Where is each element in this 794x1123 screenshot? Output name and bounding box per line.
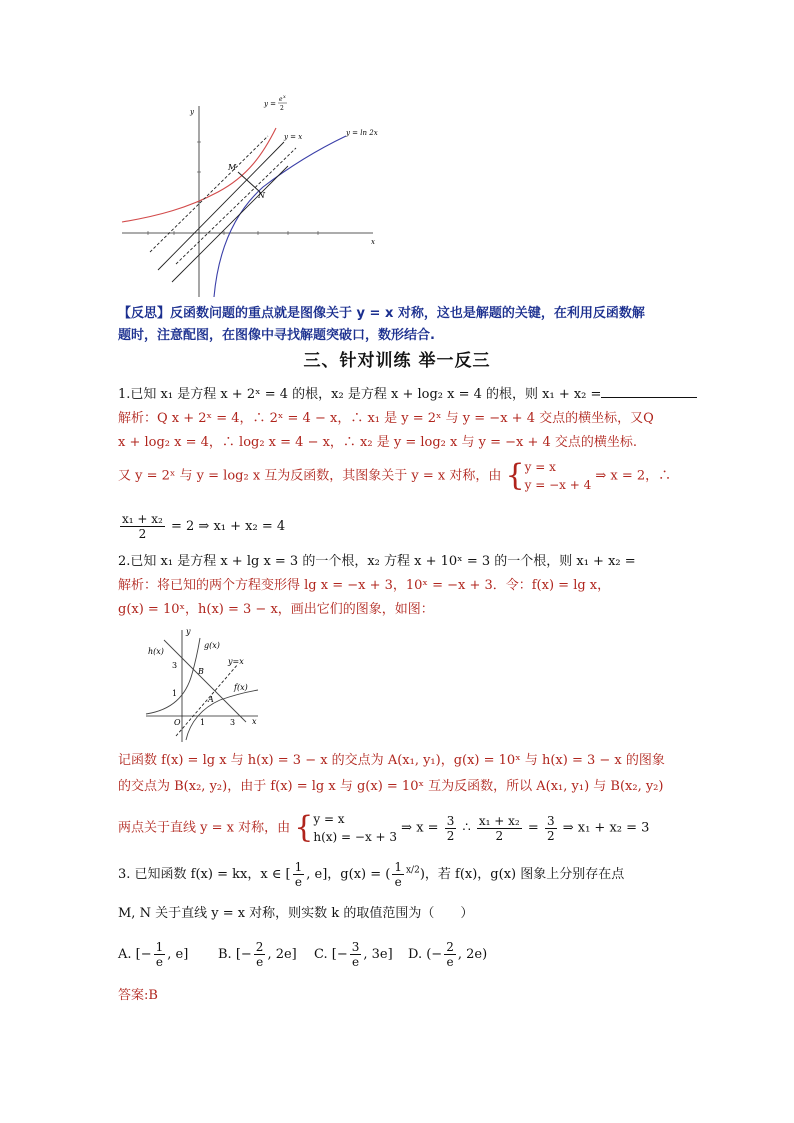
figure-exp-ln-graph — [118, 92, 380, 302]
q1-fraction-den: 2 — [138, 527, 147, 541]
option-fraction-den: e — [351, 955, 360, 969]
q2-f2-den: 2 — [495, 828, 504, 843]
option-fraction — [444, 940, 456, 969]
q2-f1-den: 2 — [446, 828, 455, 843]
line-y-eq-x — [158, 142, 284, 270]
option-fraction-num: 1 — [155, 940, 164, 954]
q2-f1-num: 3 — [446, 813, 455, 828]
option-post: , 2e] — [267, 947, 297, 962]
q3-f-den: e — [294, 875, 302, 889]
label-exp-sup: x — [283, 94, 286, 100]
reflection-line-2: 题时，注意配图，在图像中寻找解题突破口，数形结合. — [118, 328, 435, 343]
option-post: , 2e) — [457, 947, 488, 962]
q1-solution-line-1: 解析：Q x + 2ˣ = 4，∴ 2ˣ = 4 − x，∴ x₁ 是 y = 2ˣ 与 y = −x + 4 交点的横坐标，又Q — [118, 411, 654, 426]
q1-solution-line-3 — [118, 458, 671, 494]
q2-solution-line-5 — [118, 810, 649, 846]
q2-question: 2.已知 x₁ 是方程 x + lg x = 3 的一个根，x₂ 方程 x + 10ˣ = 3 的一个根，则 x₁ + x₂ = — [118, 554, 636, 569]
option-fraction — [154, 940, 166, 969]
q2-fraction-2 — [477, 814, 522, 843]
tangent-line-upper — [150, 136, 268, 252]
axis-y-label: y — [190, 108, 194, 116]
y-eq-x-line — [176, 664, 238, 736]
q3-g-den: e — [394, 875, 402, 889]
q3-l1-a: 3. 已知函数 f(x) = kx，x ∈ [ — [118, 867, 291, 882]
label-line: y = x — [284, 133, 303, 141]
q3-g-exp: x/2 — [405, 865, 420, 876]
q3-l1-b: , e]，g(x) = ( — [306, 867, 391, 882]
q3-answer: 答案:B — [118, 988, 158, 1003]
q1-fraction-num: x₁ + x₂ — [122, 512, 163, 526]
label-g: g(x) — [204, 641, 220, 650]
q2-f3-den: 2 — [546, 828, 555, 843]
answer-blank — [601, 385, 697, 398]
q2-system-top: y = x — [313, 812, 345, 826]
q2-fraction-1 — [445, 814, 457, 843]
option-post: , 3e] — [363, 947, 393, 962]
q1-sol4-post: = 2 ⇒ x₁ + x₂ = 4 — [170, 519, 286, 534]
label-y-3: 3 — [172, 661, 178, 670]
q1-solution-line-2: x + log₂ x = 4，∴ log₂ x = 4 − x，∴ x₂ 是 y = log₂ x 与 y = −x + 4 交点的横坐标. — [118, 435, 638, 450]
axis-x-label: x — [371, 238, 375, 246]
label-axis-y: y — [186, 627, 191, 636]
option-d[interactable] — [408, 940, 487, 969]
ln-curve — [214, 136, 346, 297]
q2-solution-line-3: 记函数 f(x) = lg x 与 h(x) = 3 − x 的交点为 A(x₁, y₁)，g(x) = 10ˣ 与 h(x) = 3 − x 的图象 — [118, 753, 665, 768]
q3-line-2: M, N 关于直线 y = x 对称，则实数 k 的取值范围为（ ） — [118, 906, 474, 921]
q1-question-text: 1.已知 x₁ 是方程 x + 2ˣ = 4 的根，x₂ 是方程 x + log₂ x = 4 的根，则 x₁ + x₂ = — [118, 387, 602, 402]
option-label: C. [− — [314, 947, 348, 962]
segment-mn — [238, 172, 260, 192]
label-log: y = ln 2x — [346, 129, 378, 137]
option-fraction-den: e — [256, 955, 264, 969]
h-line — [164, 640, 246, 722]
q2-system-bottom: h(x) = −x + 3 — [313, 830, 398, 844]
label-f: f(x) — [234, 683, 248, 692]
q2-solution-line-4: 的交点为 B(x₂, y₂)，由于 f(x) = lg x 与 g(x) = 10ˣ 互为反函数，所以 A(x₁, y₁) 与 B(x₂, y₂) — [118, 779, 664, 794]
option-label: B. [− — [218, 947, 252, 962]
option-fraction-num: 3 — [351, 940, 360, 954]
q2-sol5-mid2: ∴ — [462, 820, 471, 836]
option-fraction — [254, 940, 266, 969]
label-a: A — [208, 695, 214, 704]
option-fraction-den: e — [155, 955, 163, 969]
q1-sol3-pre: 又 y = 2ˣ 与 y = log₂ x 互为反函数，其图象关于 y = x 对称，由 — [118, 468, 502, 484]
q3-frac-2 — [392, 860, 404, 889]
option-label: A. [− — [118, 947, 152, 962]
q2-sol5-post: ⇒ x₁ + x₂ = 3 — [562, 820, 650, 836]
q3-l1-c: )，若 f(x)，g(x) 图象上分别存在点 — [419, 867, 625, 882]
point-n: N — [258, 191, 265, 200]
system-brace: { — [505, 458, 525, 493]
label-x-3: 3 — [230, 718, 236, 727]
q1-fraction — [120, 512, 165, 541]
system-brace-2: { — [294, 810, 314, 845]
q1-solution-line-4 — [118, 512, 285, 541]
option-b[interactable] — [218, 940, 297, 969]
q2-f3-num: 3 — [546, 813, 555, 828]
q2-sol5-mid: ⇒ x = — [401, 820, 439, 836]
label-b: B — [198, 667, 204, 676]
label-x-1: 1 — [200, 718, 206, 727]
q1-question — [118, 385, 697, 405]
label-y-1: 1 — [172, 689, 178, 698]
option-post: , e] — [167, 947, 189, 962]
parallel-line — [172, 166, 288, 282]
label-o: O — [174, 718, 181, 727]
option-label: D. (− — [408, 947, 443, 962]
option-fraction-num: 2 — [446, 940, 454, 954]
q1-system-bottom: y = −x + 4 — [524, 478, 592, 492]
q3-line-1 — [118, 860, 624, 889]
section-title: 三、针对训练 举一反三 — [303, 351, 491, 371]
q2-fraction-3 — [545, 814, 557, 843]
q1-sol3-post: ⇒ x = 2，∴ — [595, 468, 672, 484]
option-fraction — [350, 940, 362, 969]
q2-solution-line-1: 解析：将已知的两个方程变形得 lg x = −x + 3，10ˣ = −x + 3．令：f(x) = lg x， — [118, 578, 611, 593]
q1-system-top: y = x — [524, 460, 556, 474]
option-fraction-den: e — [446, 955, 454, 969]
q1-system — [525, 458, 592, 494]
label-axis-x: x — [252, 717, 257, 726]
option-c[interactable] — [314, 940, 393, 969]
q2-system — [313, 810, 397, 846]
label-exp-lhs: y = — [264, 100, 277, 108]
q2-f2-num: x₁ + x₂ — [478, 813, 520, 828]
reflection-line-1: 【反思】反函数问题的重点就是图像关于 y = x 对称，这也是解题的关键，在利用反函数解 — [118, 306, 645, 321]
label-yx: y=x — [228, 657, 244, 666]
label-h: h(x) — [148, 647, 164, 656]
q3-f-num: 1 — [294, 860, 303, 874]
label-exp-den: 2 — [280, 105, 284, 112]
label-exp-num: e — [279, 96, 283, 103]
q2-solution-line-2: g(x) = 10ˣ，h(x) = 3 − x，画出它们的图象，如图： — [118, 602, 434, 617]
q2-sol5-pre: 两点关于直线 y = x 对称，由 — [118, 820, 291, 836]
q3-g-num: 1 — [394, 860, 402, 874]
figure-lg-10x-graph — [142, 624, 264, 744]
q2-sol5-mid3: = — [527, 820, 539, 836]
point-m: M — [228, 163, 237, 172]
option-fraction-num: 2 — [255, 940, 264, 954]
option-a[interactable] — [118, 940, 188, 969]
q3-frac-1 — [293, 860, 305, 889]
